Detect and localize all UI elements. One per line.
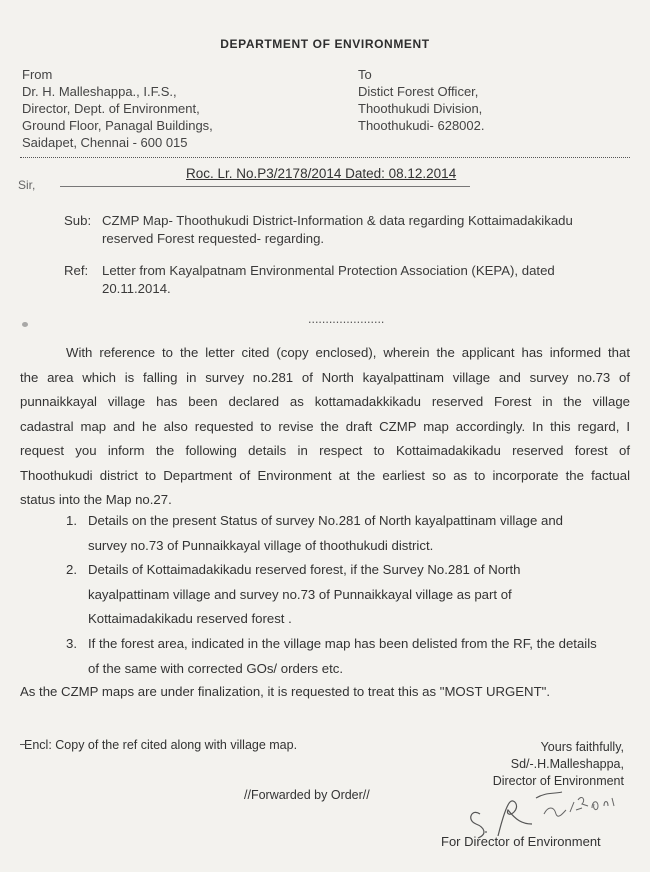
subject-label: Sub: — [64, 213, 92, 228]
item-line: If the forest area, indicated in the village map has been delisted from the RF, the details — [88, 636, 597, 651]
from-line: Director, Dept. of Environment, — [22, 101, 200, 116]
item-number: 3. — [66, 636, 77, 651]
body-line: cadastral map and he also requested to revise the draft CZMP map accordingly. In this regard, I — [20, 418, 630, 434]
item-line: of the same with corrected GOs/ orders etc. — [88, 660, 344, 676]
subject-line: reserved Forest requested- regarding. — [102, 230, 325, 246]
item-line: survey no.73 of Punnaikkayal village of thoothukudi district. — [88, 537, 434, 553]
department-title: DEPARTMENT OF ENVIRONMENT — [220, 37, 430, 51]
item-line: Details on the present Status of survey No.281 of North kayalpattinam village and — [88, 513, 564, 528]
reference-line: Letter from Kayalpatnam Environmental Protection Association (KEPA), dated — [102, 263, 555, 278]
reference-underline-rule — [60, 186, 470, 187]
to-line: Distict Forest Officer, — [358, 84, 479, 99]
item-number: 1. — [66, 513, 77, 528]
from-line: Dr. H. Malleshappa., I.F.S., — [22, 84, 177, 99]
for-director-line: For Director of Environment — [441, 834, 601, 849]
list-item — [66, 632, 630, 682]
item-number: 2. — [66, 562, 77, 577]
ink-smudge — [22, 322, 28, 327]
closing-request: As the CZMP maps are under finalization, it is requested to treat this as "MOST URGENT". — [20, 684, 550, 699]
to-line: Thoothukudi Division, — [358, 101, 483, 116]
section-separator: ...................... — [308, 312, 385, 326]
body-paragraph — [20, 341, 630, 513]
to-label: To — [358, 67, 372, 82]
item-line: Details of Kottaimadakikadu reserved forest, if the Survey No.281 of North — [88, 562, 521, 577]
to-address — [358, 66, 484, 134]
reference-label: Ref: — [64, 263, 89, 278]
from-line: Saidapet, Chennai - 600 015 — [22, 135, 188, 150]
to-line: Thoothukudi- 628002. — [358, 118, 485, 133]
signoff-line: Director of Environment — [492, 774, 624, 788]
body-line: With reference to the letter cited (copy enclosed), wherein the applicant has informed that — [66, 345, 630, 360]
header-divider — [20, 157, 630, 158]
enclosure-dash — [20, 744, 28, 745]
body-line: the area which is falling in survey no.281 of North kayalpattinam village and survey no.73 of — [20, 369, 630, 385]
list-item — [66, 558, 630, 632]
letter-reference-number: Roc. Lr. No.P3/2178/2014 Dated: 08.12.2014 — [186, 166, 457, 181]
signoff-line: Sd/-.H.Malleshappa, — [510, 757, 624, 771]
forwarded-note: //Forwarded by Order// — [244, 788, 370, 802]
body-line: Thoothukudi district to Department of Environment at the earliest so as to incorporate the factual — [20, 467, 630, 483]
item-line: Kottaimadakikadu reserved forest . — [88, 611, 292, 626]
body-line: request you inform the following details in respect to Kottaimadakikadu reserved forest of — [20, 443, 630, 458]
from-label: From — [22, 67, 53, 82]
item-line: kayalpattinam village and survey no.73 of Punnaikkayal village as part of — [88, 586, 512, 602]
reference-line: 20.11.2014. — [102, 280, 171, 296]
body-line: status into the Map no.27. — [20, 492, 172, 507]
signoff-block — [478, 739, 624, 790]
body-line: punnaikkayal village has been declared as kottamadakkikadu reserved Forest in the village — [20, 394, 630, 409]
from-address — [22, 66, 213, 151]
subject-line: CZMP Map- Thoothukudi District-Information & data regarding Kottaimadakikadu — [102, 213, 573, 228]
salutation: Sir, — [18, 178, 36, 192]
from-line: Ground Floor, Panagal Buildings, — [22, 118, 213, 133]
list-item — [66, 509, 630, 559]
enclosure-note: Encl: Copy of the ref cited along with village map. — [24, 738, 298, 752]
signoff-line: Yours faithfully, — [540, 740, 624, 754]
